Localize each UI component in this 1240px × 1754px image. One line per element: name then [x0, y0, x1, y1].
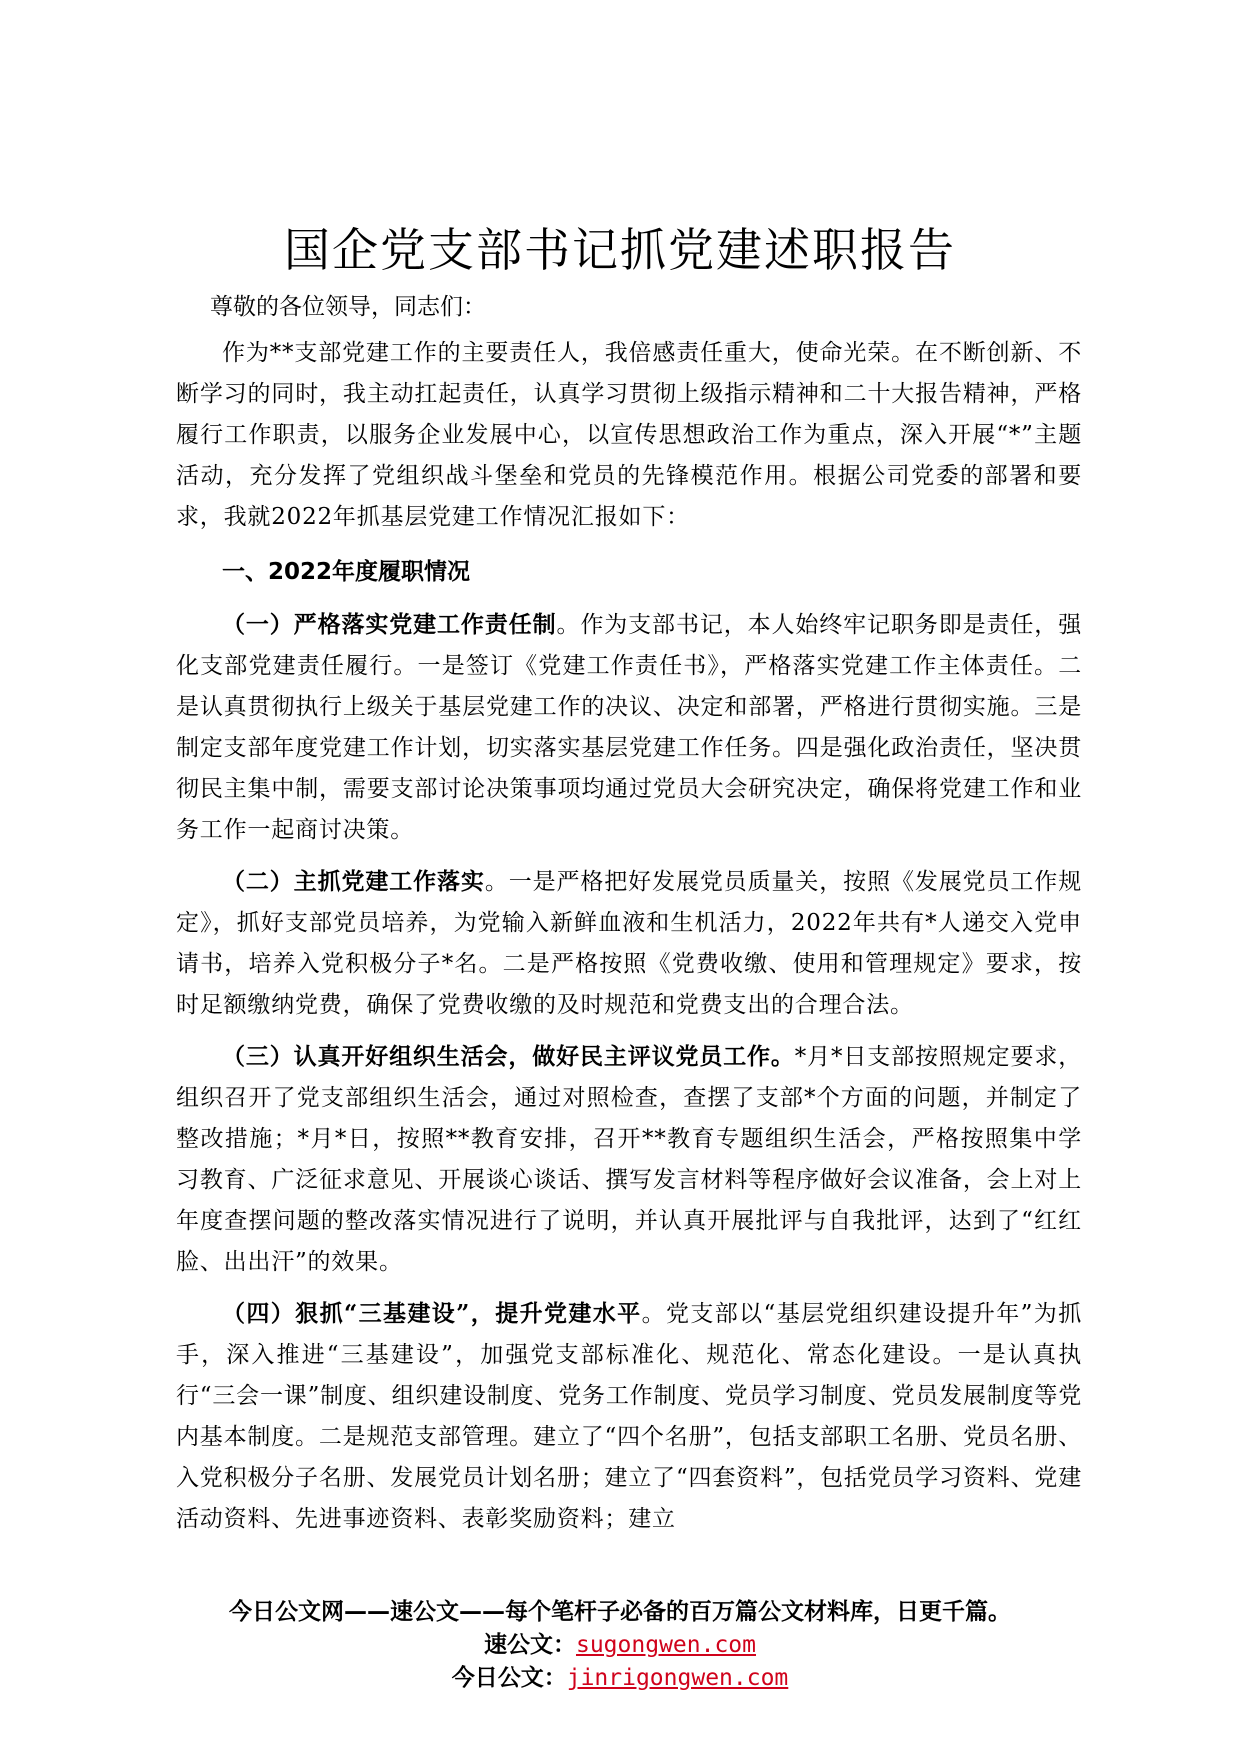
- document-title: 国企党支部书记抓党建述职报告: [284, 223, 956, 277]
- item-lead: （四）狠抓“三基建设”，提升党建水平: [222, 1300, 642, 1327]
- item-text: 。作为支部书记，本人始终牢记职务即是责任，强化支部党建责任履行。一是签订《党建工作责任书》，严格落实党建工作主体责任。二是认真贯彻执行上级关于基层党建工作的决议、决定和部署，严格进行贯彻实施。三是制定支部年度党建工作计划，切实落实基层党建工作任务。四是强化政治责任，坚决贯彻民主集中制，需要支部讨论决策事项均通过党员大会研究决定，确保将党建工作和业务工作一起商讨决策。: [176, 612, 1082, 843]
- footer-label: 今日公文：: [451, 1665, 567, 1691]
- item-paragraph: [176, 1293, 1082, 1540]
- item-lead: （一）严格落实党建工作责任制: [222, 611, 557, 638]
- footer-slogan: 今日公文网——速公文——每个笔杆子必备的百万篇公文材料库，日更千篇。: [229, 1599, 1011, 1625]
- sugongwen-link[interactable]: sugongwen.com: [575, 1632, 756, 1658]
- item-lead: （三）认真开好组织生活会，做好民主评议党员工作。: [222, 1043, 795, 1070]
- footer-label: 速公文：: [483, 1632, 576, 1658]
- document-body: [176, 287, 1082, 1550]
- item-paragraph: [176, 604, 1082, 851]
- salutation: 尊敬的各位领导，同志们：: [210, 294, 486, 320]
- item-paragraph: [176, 1036, 1082, 1283]
- item-text: *月*日支部按照规定要求，组织召开了党支部组织生活会，通过对照检查，查摆了支部*个方面的问题，并制定了整改措施；*月*日，按照**教育安排，召开**教育专题组织生活会，严格按照集中学习教育、广泛征求意见、开展谈心谈话、撰写发言材料等程序做好会议准备，会上对上年度查摆问题的整改落实情况进行了说明，并认真开展批评与自我批评，达到了“红红脸、出出汗”的效果。: [176, 1044, 1082, 1275]
- footer-line-jinrigongwen: [0, 1662, 1240, 1695]
- jinrigongwen-link[interactable]: jinrigongwen.com: [566, 1665, 789, 1691]
- footer-line-sugongwen: [0, 1629, 1240, 1662]
- footer: [0, 1596, 1240, 1695]
- item-text: 。一是严格把好发展党员质量关，按照《发展党员工作规定》，抓好支部党员培养，为党输入新鲜血液和生机活力，2022年共有*人递交入党申请书，培养入党积极分子*名。二是严格按照《党费收缴、使用和管理规定》要求，按时足额缴纳党费，确保了党费收缴的及时规范和党费支出的合理合法。: [176, 869, 1082, 1018]
- item-lead: （二）主抓党建工作落实: [222, 868, 485, 895]
- intro-paragraph: 作为**支部党建工作的主要责任人，我倍感责任重大，使命光荣。在不断创新、不断学习的同时，我主动扛起责任，认真学习贯彻上级指示精神和二十大报告精神，严格履行工作职责，以服务企业发展中心，以宣传思想政治工作为重点，深入开展“*”主题活动，充分发挥了党组织战斗堡垒和党员的先锋模范作用。根据公司党委的部署和要求，我就2022年抓基层党建工作情况汇报如下：: [176, 340, 1082, 530]
- item-text: 。党支部以“基层党组织建设提升年”为抓手，深入推进“三基建设”，加强党支部标准化、规范化、常态化建设。一是认真执行“三会一课”制度、组织建设制度、党务工作制度、党员学习制度、党员发展制度等党内基本制度。二是规范支部管理。建立了“四个名册”，包括支部职工名册、党员名册、入党积极分子名册、发展党员计划名册；建立了“四套资料”，包括党员学习资料、党建活动资料、先进事迹资料、表彰奖励资料；建立: [176, 1301, 1083, 1532]
- section-heading: 一、2022年度履职情况: [222, 559, 471, 585]
- item-paragraph: [176, 861, 1082, 1026]
